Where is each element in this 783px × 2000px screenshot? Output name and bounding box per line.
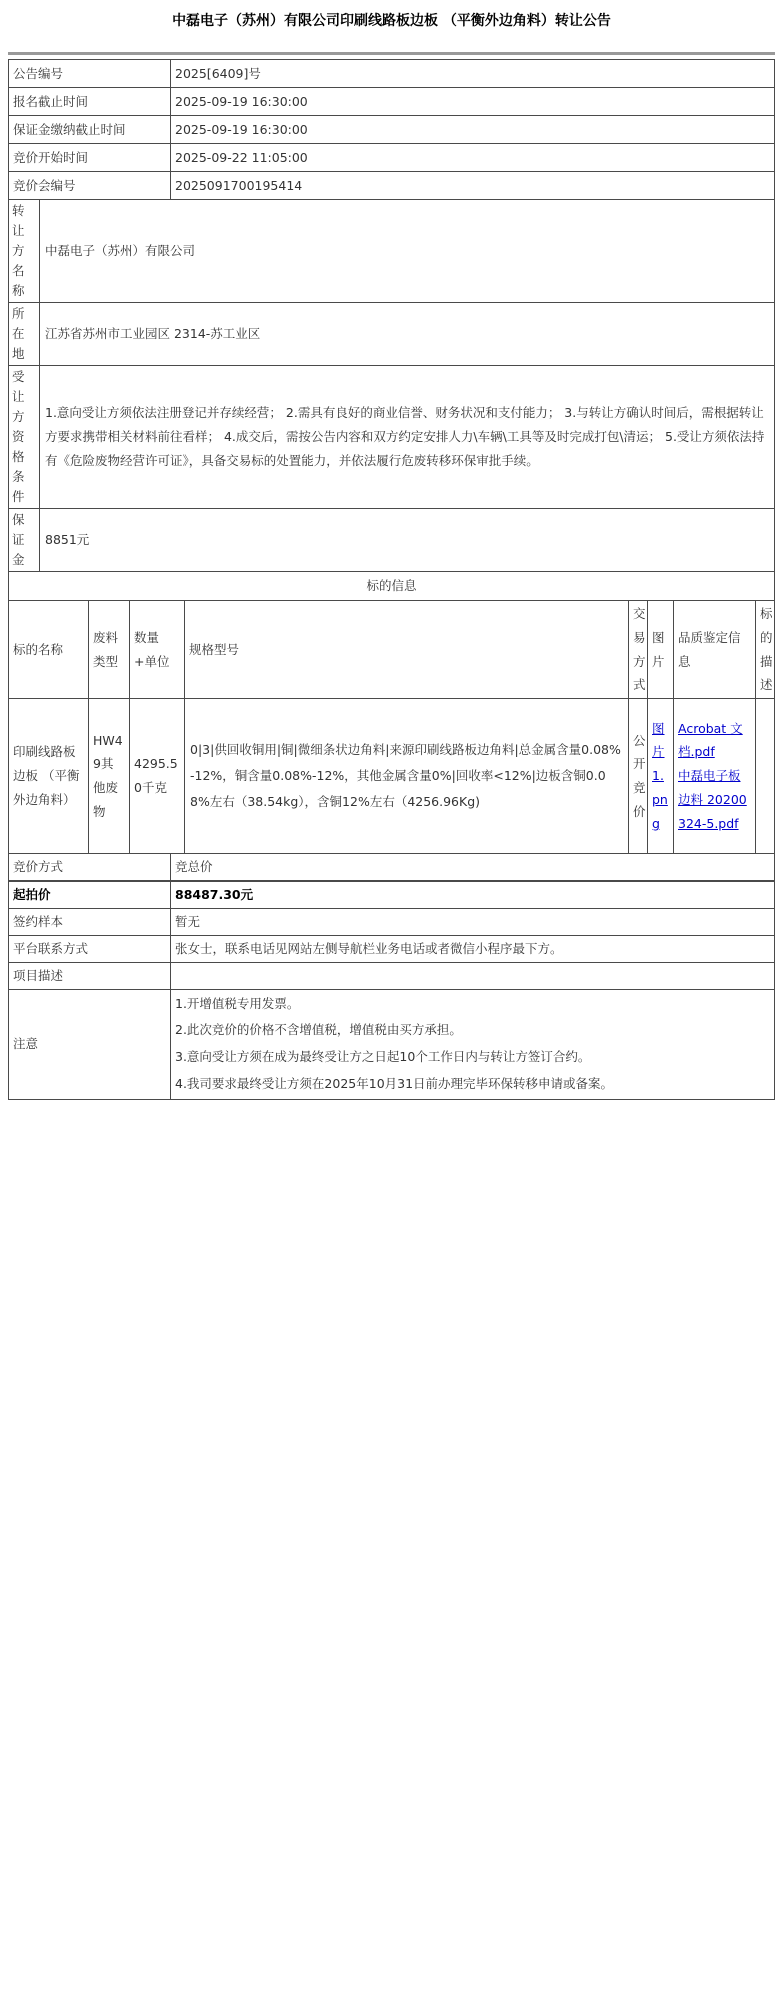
table-row	[9, 366, 775, 509]
section-header-table	[8, 571, 775, 601]
col-header-subject-desc: 标的描述	[756, 601, 775, 699]
col-header-subject-name: 标的名称	[9, 601, 89, 699]
field-label-contract-sample: 签约样本	[9, 908, 171, 935]
table-row-starting-price	[9, 881, 775, 908]
field-label-location: 所在地	[9, 303, 40, 366]
field-label-starting-price: 起拍价	[9, 881, 171, 908]
item-row	[9, 699, 775, 854]
field-value-transferee-conditions: 1.意向受让方须依法注册登记并存续经营； 2.需具有良好的商业信誉、财务状况和支付能力； 3.与转让方确认时间后，需根据转让方要求携带相关材料前往看样； 4.成交后，需按公告内容和双方约定安排人力\车辆\工具等及时完成打包\清运； 5.受让方须依法持有《危险废物经营许可证》，具备交易标的处置能力，并依法履行危废转移环保审批手续。	[40, 366, 775, 509]
field-value-notes	[171, 989, 775, 1100]
image-link[interactable]: 图片1.png	[652, 720, 668, 831]
table-row	[9, 572, 775, 601]
field-value-deposit: 8851元	[40, 509, 775, 572]
field-value-location: 江苏省苏州市工业园区 2314-苏工业区	[40, 303, 775, 366]
field-value-deposit-deadline: 2025-09-19 16:30:00	[171, 116, 775, 144]
field-label-auction-no: 竞价会编号	[9, 172, 171, 200]
field-value-transferor-name: 中磊电子（苏州）有限公司	[40, 200, 775, 303]
note-item: 3.意向受让方须在成为最终受让方之日起10个工作日内与转让方签订合约。	[175, 1049, 591, 1065]
field-value-announcement-no: 2025[6409]号	[171, 60, 775, 88]
field-value-auction-no: 2025091700195414	[171, 172, 775, 200]
item-subject-name: 印刷线路板边板 （平衡外边角料）	[9, 699, 89, 854]
table-row	[9, 854, 775, 881]
table-row	[9, 172, 775, 200]
col-header-spec-model: 规格型号	[185, 601, 629, 699]
field-label-notes: 注意	[9, 989, 171, 1100]
col-header-quantity-unit: 数量+单位	[130, 601, 185, 699]
table-row	[9, 935, 775, 962]
item-quantity-unit: 4295.50千克	[130, 699, 185, 854]
item-spec-model: 0|3|供回收铜用|铜|微细条状边角料|来源印刷线路板边角料|总金属含量0.08%-12%，铜含量0.08%-12%，其他金属含量0%|回收率<12%|边板含铜0.08%左右（38.54kg），含铜12%左右（4256.96Kg)	[185, 699, 629, 854]
item-quality-cell	[674, 699, 756, 854]
item-subject-description	[756, 699, 775, 854]
field-value-bid-method: 竞总价	[171, 854, 775, 881]
item-trade-mode: 公开竞价	[629, 699, 648, 854]
table-row	[9, 200, 775, 303]
items-header-row	[9, 601, 775, 699]
field-value-contract-sample: 暂无	[171, 908, 775, 935]
announcement-info-table	[8, 59, 775, 200]
quality-report-link-acrobat[interactable]: Acrobat 文档.pdf	[678, 720, 743, 760]
table-row	[9, 509, 775, 572]
table-row-notes	[9, 989, 775, 1100]
note-item: 1.开增值税专用发票。	[175, 995, 300, 1011]
note-item: 2.此次竞价的价格不含增值税，增值税由买方承担。	[175, 1022, 462, 1038]
field-value-bid-start-time: 2025-09-22 11:05:00	[171, 144, 775, 172]
table-row	[9, 60, 775, 88]
field-value-starting-price: 88487.30元	[171, 881, 775, 908]
field-value-platform-contact: 张女士，联系电话见网站左侧导航栏业务电话或者微信小程序最下方。	[171, 935, 775, 962]
item-waste-type: HW49其他废物	[89, 699, 130, 854]
field-label-announcement-no: 公告编号	[9, 60, 171, 88]
field-label-deposit-deadline: 保证金缴纳截止时间	[9, 116, 171, 144]
field-label-transferee-conditions: 受让方资格条件	[9, 366, 40, 509]
table-row	[9, 116, 775, 144]
field-value-project-description	[171, 962, 775, 989]
col-header-waste-type: 废料类型	[89, 601, 130, 699]
title-divider	[8, 52, 775, 55]
transferor-table	[8, 199, 775, 572]
col-header-trade-mode: 交易方式	[629, 601, 648, 699]
col-header-quality-info: 品质鉴定信息	[674, 601, 756, 699]
field-label-signup-deadline: 报名截止时间	[9, 88, 171, 116]
subject-items-table	[8, 600, 775, 854]
table-row	[9, 303, 775, 366]
field-label-bid-method: 竞价方式	[9, 854, 171, 881]
field-value-signup-deadline: 2025-09-19 16:30:00	[171, 88, 775, 116]
table-row	[9, 88, 775, 116]
table-row	[9, 962, 775, 989]
field-label-transferor-name: 转让方名称	[9, 200, 40, 303]
table-row	[9, 144, 775, 172]
field-label-bid-start-time: 竞价开始时间	[9, 144, 171, 172]
quality-report-link-board-scrap[interactable]: 中磊电子板边料 20200324-5.pdf	[678, 768, 747, 831]
field-label-platform-contact: 平台联系方式	[9, 935, 171, 962]
field-label-deposit: 保证金	[9, 509, 40, 572]
field-label-project-description: 项目描述	[9, 962, 171, 989]
page-title: 中磊电子（苏州）有限公司印刷线路板边板 （平衡外边角料）转让公告	[172, 13, 611, 29]
section-header-subject-info: 标的信息	[9, 572, 775, 601]
table-row	[9, 908, 775, 935]
col-header-image: 图片	[648, 601, 674, 699]
item-image-cell	[648, 699, 674, 854]
note-item: 4.我司要求最终受让方须在2025年10月31日前办理完毕环保转移申请或备案。	[175, 1076, 614, 1092]
bidding-detail-table	[8, 853, 775, 1100]
